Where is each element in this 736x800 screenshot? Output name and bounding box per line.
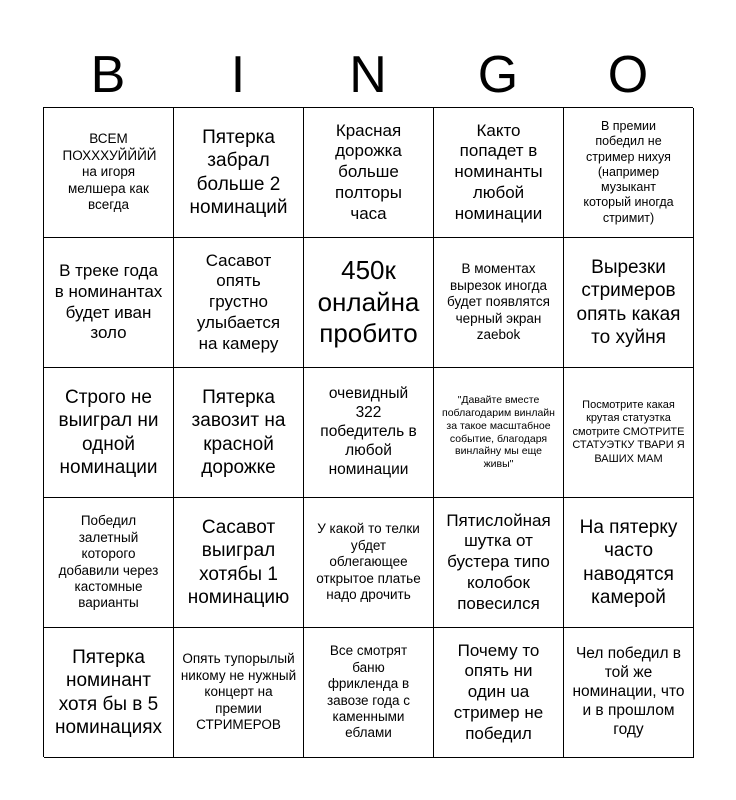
bingo-cell[interactable]: [304, 498, 434, 628]
bingo-cell[interactable]: [434, 108, 564, 238]
cell-text: ВСЕМ ПОХХХУЙЙЙЙ на игоря мелшера как всегда: [62, 131, 157, 213]
cell-text: 450к онлайна пробито: [317, 254, 420, 349]
cell-text: Все смотрят баню фрикленда в завозе года с каменными еблами: [326, 643, 411, 741]
bingo-cell[interactable]: [304, 108, 434, 238]
bingo-cell[interactable]: [44, 238, 174, 368]
cell-text: У какой то телки убдет облегающее открытое платье надо дрочить: [316, 521, 421, 603]
bingo-cell[interactable]: [564, 498, 694, 628]
bingo-cell[interactable]: [434, 238, 564, 368]
bingo-cell[interactable]: [44, 628, 174, 758]
header-letter-o: O: [607, 46, 649, 104]
bingo-cell[interactable]: [174, 628, 304, 758]
cell-text: На пятерку часто наводятся камерой: [579, 517, 678, 608]
bingo-cell[interactable]: [174, 108, 304, 238]
cell-text: Строго не выиграл ни одной номинации: [58, 387, 159, 478]
cell-text: Посмотрите какая крутая статуэтка смотрите СМОТРИТЕ СТАТУЭТКУ ТВАРИ Я ВАШИХ МАМ: [572, 398, 685, 465]
bingo-cell[interactable]: [564, 238, 694, 368]
cell-text: Както попадет в номинанты любой номинации: [454, 120, 543, 223]
header-letter-g: G: [477, 46, 519, 104]
header-letter-n: N: [349, 46, 387, 104]
cell-text: Опять тупорылый никому не нужный концерт на премии СТРИМЕРОВ: [180, 651, 297, 733]
cell-text: Победил залетный которого добавили через кастомные варианты: [58, 513, 159, 611]
bingo-cell[interactable]: [304, 368, 434, 498]
cell-text: Вырезки стримеров опять какая то хуйня: [576, 257, 681, 348]
cell-text: "Давайте вместе поблагодарим винлайн за такое масштабное событие, благодаря винлайну мы еще живы": [442, 394, 555, 471]
bingo-cell[interactable]: [304, 628, 434, 758]
bingo-cell[interactable]: [434, 628, 564, 758]
bingo-cell[interactable]: [44, 368, 174, 498]
bingo-cell[interactable]: [564, 108, 694, 238]
cell-text: Сасавот выиграл хотябы 1 номинацию: [187, 517, 290, 608]
cell-text: очевидный 322 победитель в любой номинации: [320, 385, 417, 478]
bingo-cell[interactable]: [564, 368, 694, 498]
bingo-cell[interactable]: [434, 368, 564, 498]
cell-text: В премии победил не стример нихуя (например музыкант который иногда стримит): [583, 119, 674, 225]
cell-text: Чел победил в той же номинации, что и в прошлом году: [572, 645, 685, 738]
bingo-cell[interactable]: [174, 238, 304, 368]
bingo-cell[interactable]: [564, 628, 694, 758]
bingo-cell[interactable]: [304, 238, 434, 368]
cell-text: Пятерка номинант хотя бы в 5 номинациях: [54, 647, 163, 738]
cell-text: Пятерка забрал больше 2 номинаций: [189, 127, 288, 218]
cell-text: Пятислойная шутка от бустера типо колобок повесился: [446, 510, 551, 613]
bingo-cell[interactable]: [44, 498, 174, 628]
bingo-header: [43, 42, 693, 108]
bingo-cell[interactable]: [174, 368, 304, 498]
header-letter-b: B: [90, 46, 126, 104]
cell-text: В треке года в номинантах будет иван золо: [54, 261, 163, 343]
bingo-grid: [43, 107, 693, 757]
bingo-cell[interactable]: [174, 498, 304, 628]
cell-text: В моментах вырезок иногда будет появлятся черный экран zaebok: [447, 261, 550, 343]
cell-text: Почему то опять ни один ua стример не победил: [453, 640, 544, 743]
bingo-cell[interactable]: [44, 108, 174, 238]
bingo-cell[interactable]: [434, 498, 564, 628]
cell-text: Сасавот опять грустно улыбается на камеру: [196, 250, 281, 353]
cell-text: Пятерка завозит на красной дорожке: [191, 387, 286, 478]
header-letter-i: I: [230, 46, 246, 104]
cell-text: Красная дорожка больше полторы часа: [335, 120, 402, 223]
